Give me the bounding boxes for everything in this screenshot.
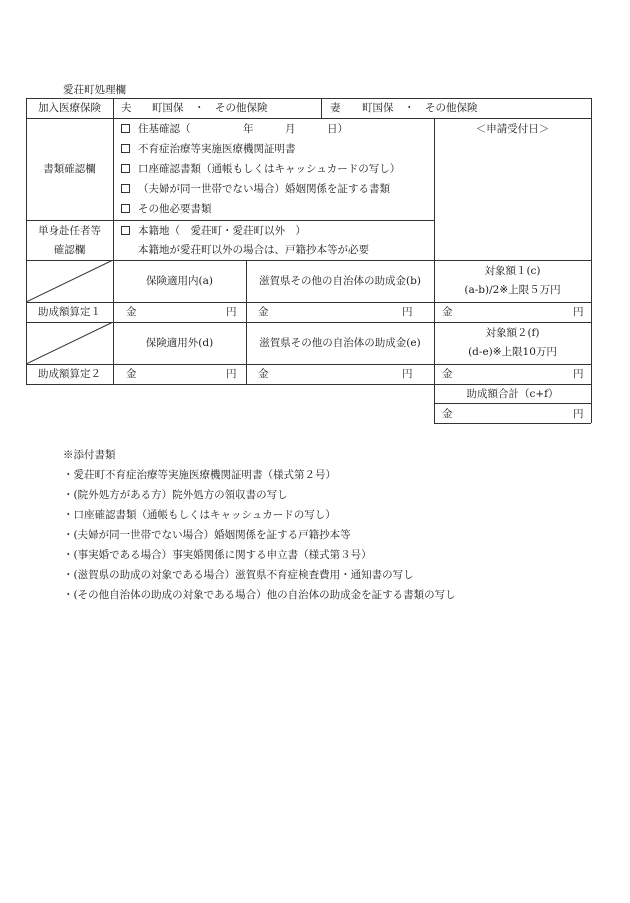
checkbox[interactable] bbox=[121, 204, 130, 213]
yen-suffix: 円 bbox=[573, 306, 584, 318]
diagonal-line bbox=[26, 322, 114, 365]
document-item: その他必要書類 bbox=[121, 204, 212, 215]
col-a-header: 保険適用内(a) bbox=[146, 275, 213, 287]
col-e-header: 滋賀県その他の自治体の助成金(e) bbox=[259, 337, 421, 349]
yen-suffix: 円 bbox=[402, 306, 413, 318]
document-item: 住基確認（ 年 月 日） bbox=[121, 124, 348, 135]
checkbox[interactable] bbox=[121, 144, 130, 153]
single-assignment-label-1: 単身赴任者等 bbox=[38, 225, 101, 237]
attachment-item: ・(その他自治体の助成の対象である場合）他の自治体の助成金を証する書類の写し bbox=[63, 589, 456, 601]
attachment-item: ・(院外処方がある方）院外処方の領収書の写し bbox=[63, 489, 288, 501]
documents-label: 書類確認欄 bbox=[43, 163, 96, 175]
domicile-note: 本籍地が愛荘町以外の場合は、戸籍抄本等が必要 bbox=[138, 244, 369, 256]
attachment-item: ・愛荘町不育症治療等実施医療機関証明書（様式第２号） bbox=[63, 469, 336, 481]
diagonal-line bbox=[26, 260, 114, 303]
yen-suffix: 円 bbox=[226, 306, 237, 318]
document-item: （夫婦が同一世帯でない場合）婚姻関係を証する書類 bbox=[121, 184, 390, 195]
insurance-label: 加入医療保険 bbox=[38, 102, 101, 114]
yen-suffix: 円 bbox=[402, 368, 413, 380]
amount-prefix: 金 bbox=[258, 306, 269, 318]
wife-insurance-options: 町国保 ・ その他保険 bbox=[362, 102, 478, 114]
husband-insurance-options: 町国保 ・ その他保険 bbox=[152, 102, 268, 114]
attachments-title: ※添付書類 bbox=[63, 449, 116, 461]
husband-label: 夫 bbox=[121, 102, 132, 114]
attachment-item: ・(滋賀県の助成の対象である場合）滋賀県不育症検査費用・通知書の写し bbox=[63, 569, 414, 581]
attachment-item: ・(夫婦が同一世帯でない場合）婚姻関係を証する戸籍抄本等 bbox=[63, 529, 351, 541]
amount-prefix: 金 bbox=[126, 306, 137, 318]
domicile-item: 本籍地（ 愛荘町・愛荘町以外 ） bbox=[121, 226, 306, 237]
checkbox[interactable] bbox=[121, 164, 130, 173]
amount-prefix: 金 bbox=[126, 368, 137, 380]
amount-prefix: 金 bbox=[442, 368, 453, 380]
yen-suffix: 円 bbox=[573, 408, 584, 420]
single-assignment-label-2: 確認欄 bbox=[53, 244, 86, 256]
total-label: 助成額合計（c+f） bbox=[466, 388, 559, 400]
attachment-item: ・(事実婚である場合）事実婚関係に関する申立書（様式第３号） bbox=[63, 549, 372, 561]
section-title: 愛荘町処理欄 bbox=[63, 84, 126, 96]
receipt-date-label: ＜申請受付日＞ bbox=[475, 123, 550, 135]
document-item: 口座確認書類（通帳もしくはキャッシュカードの写し） bbox=[121, 164, 400, 175]
checkbox[interactable] bbox=[121, 124, 130, 133]
yen-suffix: 円 bbox=[573, 368, 584, 380]
checkbox[interactable] bbox=[121, 226, 130, 235]
calc2-row-label: 助成額算定２ bbox=[38, 368, 101, 380]
col-c-header-2: (a-b)/2※上限５万円 bbox=[464, 284, 561, 296]
col-b-header: 滋賀県その他の自治体の助成金(b) bbox=[259, 275, 421, 287]
col-d-header: 保険適用外(d) bbox=[145, 337, 214, 349]
amount-prefix: 金 bbox=[258, 368, 269, 380]
amount-prefix: 金 bbox=[442, 306, 453, 318]
calc1-row-label: 助成額算定１ bbox=[38, 306, 101, 318]
document-item: 不育症治療等実施医療機関証明書 bbox=[121, 144, 296, 155]
col-f-header-2: (d-e)※上限10万円 bbox=[468, 346, 557, 358]
wife-label: 妻 bbox=[330, 102, 341, 114]
col-c-header-1: 対象額１(c) bbox=[484, 265, 541, 277]
attachment-item: ・口座確認書類（通帳もしくはキャッシュカードの写し） bbox=[63, 509, 336, 521]
amount-prefix: 金 bbox=[442, 408, 453, 420]
yen-suffix: 円 bbox=[226, 368, 237, 380]
checkbox[interactable] bbox=[121, 184, 130, 193]
col-f-header-1: 対象額２(f) bbox=[485, 327, 540, 339]
